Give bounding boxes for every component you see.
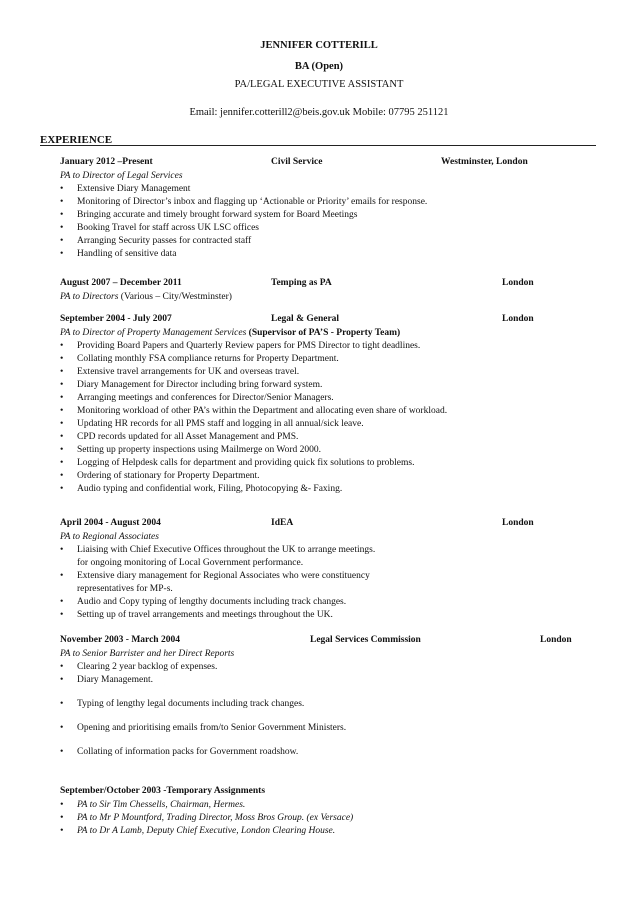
job-employer: Civil Service — [271, 157, 323, 167]
job-role-extra: (Supervisor of PA’S - Property Team) — [246, 328, 401, 338]
candidate-degree: BA (Open) — [294, 61, 344, 72]
duty-item: • Collating monthly FSA compliance returns for Property Department. — [60, 353, 600, 366]
duty-item: • Providing Board Papers and Quarterly Review papers for PMS Director to tight deadlines. — [60, 340, 600, 353]
duty-item: • Arranging meetings and conferences for Director/Senior Managers. — [60, 392, 600, 405]
job-header — [60, 277, 600, 291]
assignment-list — [60, 799, 600, 838]
job-duties — [60, 661, 620, 759]
duty-item: • Updating HR records for all PMS staff and logging in all annual/sick leave. — [60, 418, 600, 431]
assignment-item: • PA to Sir Tim Chessells, Chairman, Hermes. — [60, 799, 600, 812]
contact-line: Email: jennifer.cotterill2@beis.gov.uk Mobile: 07795 251121 — [189, 107, 449, 118]
duty-text: Extensive diary management for Regional Associates who were constituency — [77, 571, 370, 581]
duty-item: • Setting up property inspections using Mailmerge on Word 2000. — [60, 444, 600, 457]
job-employer: Temping as PA — [271, 278, 332, 288]
job-role-text: PA to Senior Barrister and her Direct Reports — [60, 649, 235, 659]
section-title: EXPERIENCE — [40, 134, 113, 146]
duty-item: • Collating of information packs for Government roadshow. — [60, 746, 620, 759]
duty-item: • Bringing accurate and timely brought forward system for Board Meetings — [60, 209, 600, 222]
job-dates: January 2012 –Present — [60, 157, 153, 167]
duty-item — [60, 570, 600, 596]
job-employer: IdEA — [271, 518, 294, 528]
candidate-name: JENNIFER COTTERILL — [260, 40, 378, 51]
candidate-title: PA/LEGAL EXECUTIVE ASSISTANT — [234, 79, 404, 90]
assignment-item: • PA to Dr A Lamb, Deputy Chief Executive, London Clearing House. — [60, 825, 600, 838]
job-role-text: PA to Directors — [60, 292, 119, 302]
job-duties — [60, 183, 600, 261]
job-entry — [60, 634, 620, 759]
job-entry — [60, 156, 600, 261]
job-location: London — [540, 635, 572, 645]
duty-item: • Monitoring of Director’s inbox and flagging up ‘Actionable or Priority’ emails for response. — [60, 196, 600, 209]
job-role-text: PA to Director of Property Management Services — [60, 328, 247, 338]
duty-item: • Arranging Security passes for contracted staff — [60, 235, 600, 248]
duty-item: • Audio and Copy typing of lengthy documents including track changes. — [60, 596, 600, 609]
job-dates: September 2004 - July 2007 — [60, 314, 172, 324]
job-location: Westminster, London — [441, 157, 528, 167]
job-dates: April 2004 - August 2004 — [60, 518, 161, 528]
assignment-item: • PA to Mr P Mountford, Trading Director, Moss Bros Group. (ex Versace) — [60, 812, 600, 825]
duty-item: • Handling of sensitive data — [60, 248, 600, 261]
job-header — [60, 634, 620, 648]
job-entry — [60, 785, 600, 838]
duty-text: Liaising with Chief Executive Offices throughout the UK to arrange meetings. — [77, 545, 376, 555]
job-duties — [60, 544, 600, 622]
duty-item: • Extensive travel arrangements for UK and overseas travel. — [60, 366, 600, 379]
job-role — [60, 291, 600, 304]
job-header — [60, 313, 600, 327]
duty-continuation: for ongoing monitoring of Local Government performance. — [77, 558, 304, 568]
duty-item: • Ordering of stationary for Property Department. — [60, 470, 600, 483]
duty-item: • Typing of lengthy legal documents including track changes. — [60, 698, 620, 711]
job-header — [60, 517, 600, 531]
job-role — [60, 648, 620, 661]
duty-continuation: representatives for MP-s. — [77, 584, 173, 594]
duty-item: • Opening and prioritising emails from/to Senior Government Ministers. — [60, 722, 620, 735]
job-role-extra: (Various – City/Westminster) — [118, 292, 232, 302]
job-location: London — [502, 518, 534, 528]
job-role — [60, 327, 600, 340]
job-role-text: PA to Regional Associates — [60, 532, 159, 542]
duty-item: • Clearing 2 year backlog of expenses. — [60, 661, 620, 674]
duty-item: • Monitoring workload of other PA’s within the Department and allocating even share of workload. — [60, 405, 600, 418]
job-entry — [60, 517, 600, 622]
job-role — [60, 531, 600, 544]
duty-item — [60, 544, 600, 570]
job-role-text: PA to Director of Legal Services — [60, 171, 183, 181]
job-employer: Legal & General — [271, 314, 340, 324]
job-duties — [60, 340, 600, 496]
duty-item: • Audio typing and confidential work, Filing, Photocopying &- Faxing. — [60, 483, 600, 496]
job-location: London — [502, 278, 534, 288]
duty-item: • CPD records updated for all Asset Management and PMS. — [60, 431, 600, 444]
job-location: London — [502, 314, 534, 324]
duty-item: • Logging of Helpdesk calls for department and providing quick fix solutions to problems. — [60, 457, 600, 470]
job-header — [60, 156, 600, 170]
duty-item: • Diary Management. — [60, 674, 620, 687]
job-entry — [60, 313, 600, 496]
section-rule — [40, 145, 596, 146]
job-employer: Legal Services Commission — [310, 635, 421, 645]
job-entry — [60, 277, 600, 304]
duty-item: • Booking Travel for staff across UK LSC offices — [60, 222, 600, 235]
job-role — [60, 170, 600, 183]
duty-item: • Setting up of travel arrangements and meetings throughout the UK. — [60, 609, 600, 622]
duty-item: • Extensive Diary Management — [60, 183, 600, 196]
job-dates: September/October 2003 -Temporary Assignments — [60, 786, 266, 796]
job-dates: November 2003 - March 2004 — [60, 635, 180, 645]
job-header — [60, 785, 600, 799]
job-dates: August 2007 – December 2011 — [60, 278, 182, 288]
duty-item: • Diary Management for Director including bring forward system. — [60, 379, 600, 392]
